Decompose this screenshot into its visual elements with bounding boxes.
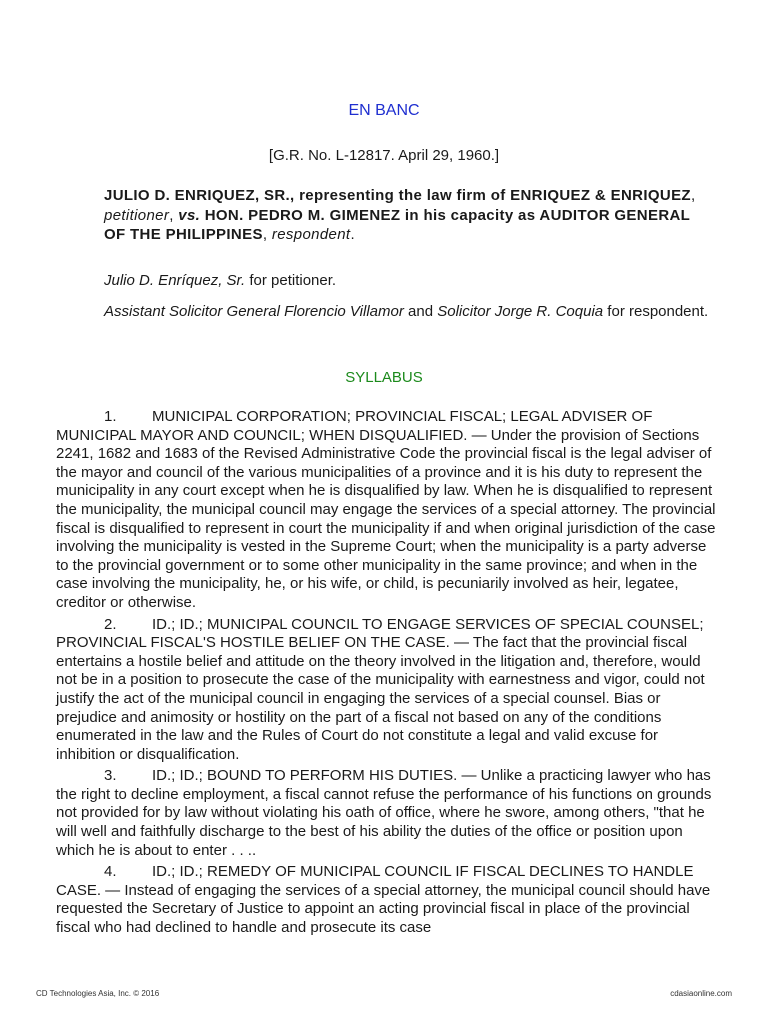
syllabus-item-number: 2. <box>104 615 117 633</box>
respondent-counsel-1: Assistant Solicitor General Florencio Villamor <box>104 303 404 320</box>
petitioner-counsel: Julio D. Enríquez, Sr. <box>104 272 246 289</box>
syllabus-item <box>56 863 716 937</box>
caption-petitioner-role: petitioner <box>104 206 170 224</box>
caption-respondent-role: respondent <box>271 226 351 243</box>
caption-separator: , <box>169 206 179 224</box>
appearance-conjunction: and <box>403 303 438 320</box>
respondent-counsel-2: Solicitor Jorge R. Coquia <box>437 303 604 320</box>
caption-parties-respondent: HON. PEDRO M. GIMENEZ in his capacity as AUDITOR GENERAL OF THE PHILIPPINES <box>104 206 690 243</box>
syllabus-item-number: 3. <box>104 767 117 785</box>
caption-parties-petitioner: JULIO D. ENRIQUEZ, SR., representing the law firm of ENRIQUEZ & ENRIQUEZ <box>104 187 691 204</box>
syllabus-item-number: 4. <box>104 863 117 881</box>
respondent-appearance <box>56 302 712 322</box>
caption-separator: , <box>262 226 272 243</box>
syllabus-item <box>56 767 716 860</box>
caption-separator: , <box>690 187 696 204</box>
footer-copyright: CD Technologies Asia, Inc. © 2016 <box>36 989 160 998</box>
case-caption <box>104 186 714 245</box>
caption-end: . <box>350 226 355 243</box>
syllabus-item-text: ID.; ID.; REMEDY OF MUNICIPAL COUNCIL IF FISCAL DECLINES TO HANDLE CASE. — Instead of engaging the services of a special attorney, the municipal council should have requested the Secretary of Justice to appoint an acting provincial fiscal in place of the provincial fiscal who had declined to handle and prosecute its case <box>56 863 711 937</box>
court-division: EN BANC <box>348 102 420 119</box>
syllabus-item <box>56 616 716 765</box>
syllabus-item <box>56 408 716 613</box>
syllabus-item-text: ID.; ID.; BOUND TO PERFORM HIS DUTIES. — Unlike a practicing lawyer who has the right to decline employment, a fiscal cannot refuse the performance of his functions on grounds not provided for by law without violating his oath of office, where he swore, among others, "that he will well and faithfully discharge to the best of his ability the duties of the office or position upon which he is about to enter . . .. <box>56 767 712 859</box>
caption-versus: vs. <box>178 206 201 224</box>
syllabus-body <box>56 408 716 941</box>
syllabus-item-text: MUNICIPAL CORPORATION; PROVINCIAL FISCAL; LEGAL ADVISER OF MUNICIPAL MAYOR AND COUNCIL; WHEN DISQUALIFIED. — Under the provision of Sections 2241, 1682 and 1683 of the Revised Administrative Code the provincial fiscal is the legal adviser of the mayor and council of the various municipalities of a province and it is his duty to represent the municipality in any court except when he is disqualified by law. When he is disqualified to represent the municipality, the municipal council may engage the services of a special attorney. The provincial fiscal is disqualified to represent in court the municipality if and when original jurisdiction of the case involving the municipality is vested in the Supreme Court; when the municipality is a party adverse to the provincial government or to some other municipality in the same province; and when in the case involving the municipality, he, or his wife, or child, is pecuniarily involved as heir, legatee, creditor or otherwise. <box>56 408 716 611</box>
respondent-appearance-suffix: for respondent. <box>603 303 709 320</box>
case-number: [G.R. No. L-12817. April 29, 1960.] <box>268 147 500 164</box>
petitioner-appearance-suffix: for petitioner. <box>245 272 337 289</box>
footer-website: cdasiaonline.com <box>670 989 732 998</box>
syllabus-item-text: ID.; ID.; MUNICIPAL COUNCIL TO ENGAGE SERVICES OF SPECIAL COUNSEL; PROVINCIAL FISCAL'S HOSTILE BELIEF ON THE CASE. — The fact that the provincial fiscal entertains a hostile belief and attitude on the theory involved in the litigation and, therefore, would not be in a position to prosecute the case of the municipality with earnestness and vigor, could not justify the act of the municipal council in engaging the services of a special counsel. Bias or prejudice and animosity or hostility on the part of a fiscal not based on any of the conditions enumerated in the law and the Rules of Court do not constitute a legal and valid excuse for inhibition or disqualification. <box>56 615 705 763</box>
petitioner-appearance <box>104 272 714 289</box>
syllabus-title: SYLLABUS <box>345 369 423 386</box>
syllabus-item-number: 1. <box>104 408 117 425</box>
